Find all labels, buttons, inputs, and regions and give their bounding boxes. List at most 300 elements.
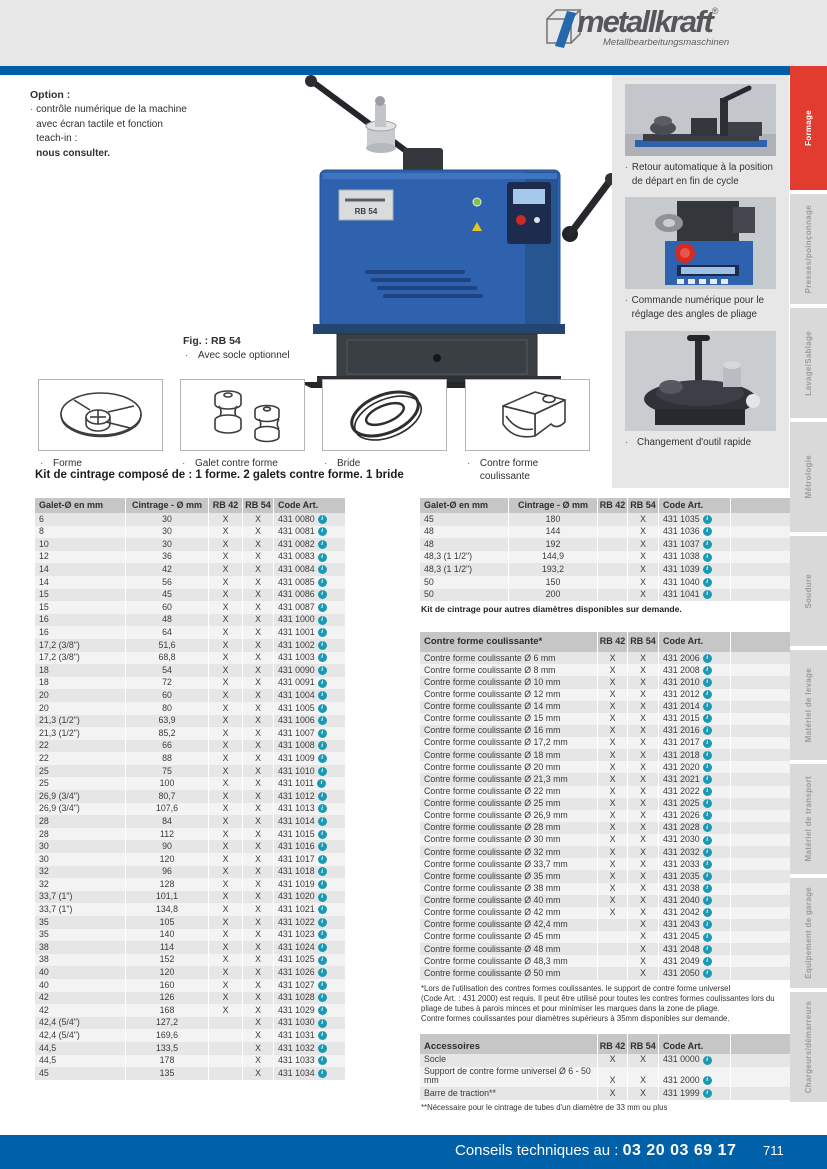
table-cell: X [208,702,242,715]
table-cell: Contre forme coulissante Ø 42 mm [424,907,561,918]
table-cell: X [627,955,658,967]
info-icon[interactable]: i [703,896,712,905]
table-cell [730,664,790,676]
info-icon[interactable]: i [318,1069,327,1078]
info-icon[interactable]: i [318,993,327,1002]
info-icon[interactable]: i [318,553,327,562]
column-header: Galet-Ø en mm [424,499,489,510]
kit-table-right [420,498,790,601]
cell-code-art: 431 2018 i [658,749,730,761]
table-cell: 36 [125,551,208,564]
table-cell: 66 [125,740,208,753]
info-icon[interactable]: i [318,628,327,637]
info-icon[interactable]: i [703,702,712,711]
figure-note: Avec socle optionnel [198,349,290,361]
table-cell: X [627,1054,658,1067]
info-icon[interactable]: i [703,678,712,687]
thumbnail-image-box [38,379,163,451]
table-cell: 30 [125,513,208,526]
cell-code-art: 431 2033 i [658,858,730,870]
table-cell: X [242,916,273,929]
option-text: contrôle numérique de la machine avec écran tactile et fonction teach-in : [36,104,187,145]
info-icon[interactable]: i [318,666,327,675]
table-cell [730,761,790,773]
column-header: Accessoires [424,1040,480,1052]
bullet: · [625,436,629,448]
table-cell: 101,1 [125,891,208,904]
cell-code-art: 431 2016 i [658,725,730,737]
table-cell: Contre forme coulissante Ø 22 mm [424,785,561,796]
cell-code-art: 431 0082 i [273,538,345,551]
table-cell: 40 [39,967,49,978]
tab-soudure[interactable] [790,536,827,646]
table-cell: X [627,526,658,539]
table-cell [730,737,790,749]
footer-phone: 03 20 03 69 17 [622,1142,737,1159]
table-cell: 75 [125,765,208,778]
table-cell [597,967,627,979]
table-cell: X [627,870,658,882]
machine-model-label: RB 54 [354,207,378,216]
info-icon[interactable]: i [703,714,712,723]
table-row [35,765,345,778]
table-cell: X [627,895,658,907]
table-cell: X [627,773,658,785]
info-icon[interactable]: i [318,1044,327,1053]
bullet: · [467,458,471,469]
info-icon[interactable]: i [318,540,327,549]
column-header: RB 42 [597,1034,627,1054]
table-cell: X [627,822,658,834]
info-icon[interactable]: i [318,792,327,801]
table-cell [597,931,627,943]
cell-code-art: 431 1999 i [658,1087,730,1100]
table-cell: X [242,551,273,564]
kit-heading: Kit de cintrage composé de : 1 forme. 2 galets contre forme. 1 bride [35,469,404,481]
table-cell: Contre forme coulissante Ø 21,3 mm [424,773,568,784]
cell-code-art: 431 2030 i [658,834,730,846]
info-icon[interactable]: i [703,527,712,536]
info-icon[interactable]: i [318,817,327,826]
table-row [420,895,790,907]
table-row [420,676,790,688]
table-cell [730,919,790,931]
table-cell: X [208,576,242,589]
table-cell: X [597,737,627,749]
table-cell: X [208,954,242,967]
cell-code-art: 431 1032 i [273,1042,345,1055]
table-row [35,992,345,1005]
info-icon[interactable]: i [318,1031,327,1040]
table-row [420,538,790,551]
column-header [730,498,790,513]
info-icon[interactable]: i [318,704,327,713]
table-cell: X [627,513,658,526]
cell-code-art: 431 1030 i [273,1017,345,1030]
table-cell: X [242,828,273,841]
table-cell: Contre forme coulissante Ø 25 mm [424,798,561,809]
cell-code-art: 431 1004 i [273,689,345,702]
table-cell: X [242,626,273,639]
table-row [35,815,345,828]
footer-contact [455,1142,736,1160]
info-icon[interactable]: i [318,1056,327,1065]
table-row [35,664,345,677]
table-cell [597,513,627,526]
column-header: Code Art. [658,498,730,513]
table-row [420,1067,790,1087]
table-cell [730,538,790,551]
cell-code-art: 431 1000 i [273,614,345,627]
table-cell: 135 [125,1067,208,1080]
table-cell: X [208,790,242,803]
info-icon[interactable]: i [703,1056,712,1065]
table-cell: 45 [424,513,434,524]
info-icon[interactable]: i [703,515,712,524]
info-icon[interactable]: i [703,823,712,832]
info-icon[interactable]: i [318,943,327,952]
info-icon[interactable]: i [703,933,712,942]
table-cell: X [242,803,273,816]
table-row [35,979,345,992]
info-icon[interactable]: i [703,836,712,845]
table-cell: 128 [125,878,208,891]
table-cell: X [208,589,242,602]
table-row [35,954,345,967]
tab-label: Presses/poinçonnage [804,204,813,294]
info-icon[interactable]: i [703,787,712,796]
table-cell: 107,6 [125,803,208,816]
info-icon[interactable]: i [703,908,712,917]
info-icon[interactable]: i [318,590,327,599]
table-cell: X [242,513,273,526]
info-icon[interactable]: i [318,905,327,914]
table-cell: X [627,858,658,870]
table-cell: 30 [125,526,208,539]
table-cell: 17,2 (3/8") [39,639,80,650]
table-row [420,846,790,858]
cell-code-art: 431 2050 i [658,967,730,979]
cell-code-art: 431 2022 i [658,786,730,798]
cell-code-art: 431 1017 i [273,853,345,866]
table-cell: 160 [125,979,208,992]
info-icon[interactable]: i [318,515,327,524]
tab--quipement-de-garage[interactable] [790,878,827,988]
table-row [420,513,790,526]
info-icon[interactable]: i [318,968,327,977]
table-row [420,931,790,943]
table-cell [730,858,790,870]
bullet: · [625,295,629,307]
info-icon[interactable]: i [703,751,712,760]
table-cell: 96 [125,866,208,879]
registered-mark: ® [711,6,719,16]
info-icon[interactable]: i [703,690,712,699]
tab-label: Chargeurs/démarreurs [804,1000,813,1094]
table-cell: 88 [125,752,208,765]
info-icon[interactable]: i [318,867,327,876]
info-icon[interactable]: i [703,726,712,735]
cell-code-art: 431 2014 i [658,701,730,713]
table-cell: X [597,858,627,870]
table-cell: 60 [125,601,208,614]
table-cell: 100 [125,777,208,790]
table-cell [730,931,790,943]
table-row [420,907,790,919]
table-cell: 25 [39,778,49,789]
cell-code-art: 431 1040 i [658,576,730,589]
table-cell: 178 [125,1055,208,1068]
table-cell: X [208,551,242,564]
table-cell: X [208,689,242,702]
tab-presses-poin-onnage[interactable] [790,194,827,304]
table-cell: X [597,883,627,895]
table-cell: 150 [508,576,597,589]
info-icon[interactable]: i [318,741,327,750]
table-cell: X [627,798,658,810]
table-cell [730,870,790,882]
info-icon[interactable]: i [318,804,327,813]
cell-code-art: 431 2000 i [658,1067,730,1087]
table-row [35,601,345,614]
info-icon[interactable]: i [318,981,327,990]
cell-code-art: 431 1019 i [273,878,345,891]
table-row [35,626,345,639]
table-cell: X [242,563,273,576]
info-icon[interactable]: i [703,578,712,587]
table-cell: 8 [39,526,44,537]
table-cell: X [208,777,242,790]
table-row [35,1067,345,1080]
info-icon[interactable]: i [703,920,712,929]
table-cell: X [242,878,273,891]
info-icon[interactable]: i [318,767,327,776]
table-cell: X [208,929,242,942]
info-icon[interactable]: i [318,716,327,725]
info-icon[interactable]: i [703,540,712,549]
info-icon[interactable]: i [318,842,327,851]
info-icon[interactable]: i [318,956,327,965]
info-icon[interactable]: i [318,1019,327,1028]
table-cell: X [242,815,273,828]
table-cell: Barre de traction** [424,1087,496,1098]
info-icon[interactable]: i [318,729,327,738]
table-row [35,903,345,916]
table-cell: 15 [39,601,49,612]
table-cell [730,513,790,526]
cell-code-art: 431 1029 i [273,1004,345,1017]
table-cell [730,943,790,955]
table-cell: X [242,853,273,866]
table-cell: 168 [125,1004,208,1017]
tab-lavage-sablage[interactable] [790,308,827,418]
tab-chargeurs-d-marreurs[interactable] [790,992,827,1102]
cell-code-art: 431 1008 i [273,740,345,753]
table-cell: 84 [125,815,208,828]
info-icon[interactable]: i [703,872,712,881]
table-cell: X [242,840,273,853]
table-row [420,919,790,931]
table-cell: X [597,689,627,701]
table-cell: 28 [39,815,49,826]
info-icon[interactable]: i [703,799,712,808]
table-cell: Contre forme coulissante Ø 20 mm [424,761,561,772]
info-icon[interactable]: i [318,565,327,574]
table-cell [730,725,790,737]
info-icon[interactable]: i [318,893,327,902]
bride-drawing-icon [330,384,440,446]
table-cell: 14 [39,576,49,587]
table-cell: 42,4 (5/4") [39,1030,80,1041]
table-cell: 120 [125,966,208,979]
table-row [420,786,790,798]
tab-mat-riel-de-transport[interactable] [790,764,827,874]
table-cell: X [627,943,658,955]
table-cell: 10 [39,538,49,549]
table-cell: X [208,563,242,576]
table-row [35,652,345,665]
cell-code-art: 431 1021 i [273,903,345,916]
table-row [420,589,790,602]
table-cell [730,810,790,822]
table-cell: Contre forme coulissante Ø 50 mm [424,967,561,978]
table-cell [597,563,627,576]
info-icon[interactable]: i [703,1076,712,1085]
info-icon[interactable]: i [703,1089,712,1098]
info-icon[interactable]: i [318,616,327,625]
tab-mat-riel-de-levage[interactable] [790,650,827,760]
info-icon[interactable]: i [318,930,327,939]
info-icon[interactable]: i [703,763,712,772]
info-icon[interactable]: i [318,527,327,536]
table-row [35,677,345,690]
table-cell: X [208,903,242,916]
table-cell: X [208,513,242,526]
cell-code-art: 431 0085 i [273,576,345,589]
cell-code-art: 431 2032 i [658,846,730,858]
table-cell: X [242,639,273,652]
info-icon[interactable]: i [703,666,712,675]
info-icon[interactable]: i [703,565,712,574]
table-cell: 16 [39,627,49,638]
info-icon[interactable]: i [318,918,327,927]
table-cell: X [208,526,242,539]
table-cell: 63,9 [125,715,208,728]
cell-code-art: 431 1010 i [273,765,345,778]
info-icon[interactable]: i [318,880,327,889]
table-cell: X [242,677,273,690]
info-icon[interactable]: i [318,855,327,864]
info-icon[interactable]: i [703,945,712,954]
info-icon[interactable]: i [703,654,712,663]
table-row [420,870,790,882]
table-cell: X [208,979,242,992]
table-cell: X [597,701,627,713]
info-icon[interactable]: i [318,653,327,662]
table-row [420,810,790,822]
table-row [35,1004,345,1017]
info-icon[interactable]: i [318,754,327,763]
table-cell: X [208,752,242,765]
info-icon[interactable]: i [703,811,712,820]
footer-label: Conseils techniques au : [455,1142,623,1159]
feature-caption: Commande numérique pour le réglage des angles de pliage [631,295,764,321]
info-icon[interactable]: i [318,578,327,587]
tab-label: Lavage/Sablage [804,330,813,396]
table-cell: X [242,1004,273,1017]
cell-code-art: 431 1035 i [658,513,730,526]
info-icon[interactable]: i [318,641,327,650]
table-cell: X [627,713,658,725]
table-cell: 32 [39,866,49,877]
info-icon[interactable]: i [317,779,326,788]
table-cell [208,1017,242,1030]
table-cell: Support de contre forme universel Ø 6 - 50 mm [424,1066,591,1085]
table-cell: X [597,713,627,725]
table-row [420,551,790,564]
tab-formage[interactable] [790,66,827,190]
table-cell: X [627,589,658,602]
cell-code-art: 431 1026 i [273,966,345,979]
table-cell [597,526,627,539]
table-cell: X [627,689,658,701]
brand-name: metallkraft [577,4,712,39]
table-cell: X [242,601,273,614]
info-icon[interactable]: i [703,884,712,893]
bullet: · [40,458,44,469]
table-cell: X [242,715,273,728]
table-row [420,664,790,676]
info-icon[interactable]: i [318,691,327,700]
table-cell: X [597,798,627,810]
table-row [35,853,345,866]
info-icon[interactable]: i [703,590,712,599]
table-cell: X [242,664,273,677]
info-icon[interactable]: i [703,957,712,966]
table-cell: X [597,870,627,882]
cell-code-art: 431 2038 i [658,883,730,895]
table-cell: 144,9 [508,551,597,564]
info-icon[interactable]: i [318,1006,327,1015]
info-icon[interactable]: i [703,860,712,869]
table-cell: X [627,1067,658,1087]
info-icon[interactable]: i [318,830,327,839]
bullet: · [182,458,186,469]
info-icon[interactable]: i [318,603,327,612]
table-row [35,878,345,891]
table-cell: X [597,1087,627,1100]
thumbnail-bride [322,379,447,470]
info-icon[interactable]: i [703,739,712,748]
table-row [35,715,345,728]
info-icon[interactable]: i [703,553,712,562]
table-cell: Contre forme coulissante Ø 30 mm [424,834,561,845]
info-icon[interactable]: i [703,775,712,784]
column-header: Code Art. [658,1034,730,1054]
table-cell [730,895,790,907]
table-cell: Contre forme coulissante Ø 26,9 mm [424,810,568,821]
info-icon[interactable]: i [318,679,327,688]
table-cell: 48 [424,526,434,537]
table-cell: X [627,1087,658,1100]
cell-code-art: 431 1038 i [658,551,730,564]
info-icon[interactable]: i [703,969,712,978]
table-row [420,1054,790,1067]
info-icon[interactable]: i [703,848,712,857]
galet-drawing-icon [188,384,298,446]
figure-caption [183,334,290,363]
tab-m-trologie[interactable] [790,422,827,532]
